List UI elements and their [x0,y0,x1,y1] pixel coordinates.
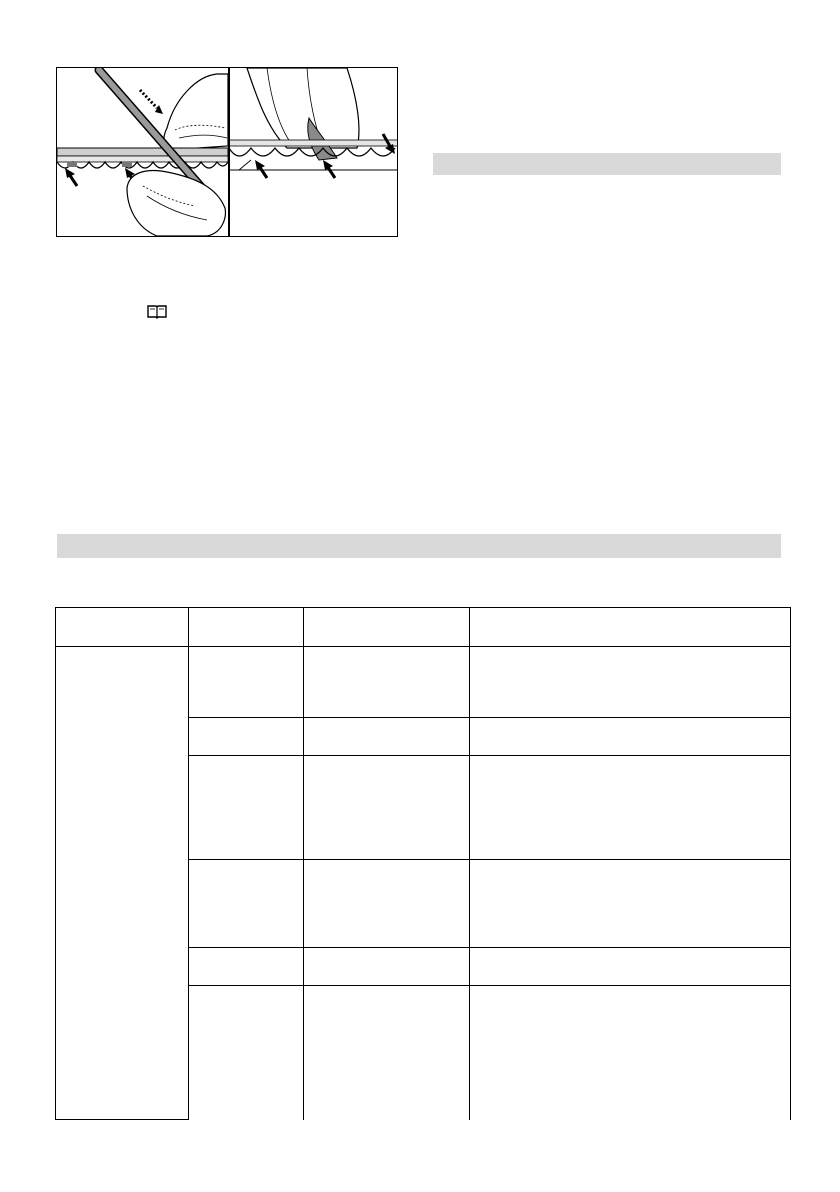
table-cell [304,860,470,948]
table-cell [470,986,791,1120]
table-cell [189,647,304,718]
table-cell [304,986,470,1120]
book-icon [147,304,167,319]
table-cell [304,756,470,860]
table-cell [470,647,791,718]
panel-divider [228,68,230,236]
table-header-row [56,608,791,647]
table-row [56,647,791,718]
table-cell [470,948,791,986]
table-cell [470,756,791,860]
table-cell [470,718,791,756]
table-cell [304,647,470,718]
header-cell [56,608,189,647]
table-cell [56,647,189,1120]
table-cell [189,948,304,986]
table-cell [470,860,791,948]
header-cell [470,608,791,647]
table-cell [189,756,304,860]
table-cell [189,986,304,1120]
table-cell [304,718,470,756]
troubleshooting-table [55,607,791,1120]
table-cell [189,718,304,756]
section-heading-bar [433,153,781,175]
sharpening-illustration [56,67,398,237]
header-cell [189,608,304,647]
table-cell [304,948,470,986]
table-cell [189,860,304,948]
section-heading-bar-full [57,534,781,558]
header-cell [304,608,470,647]
